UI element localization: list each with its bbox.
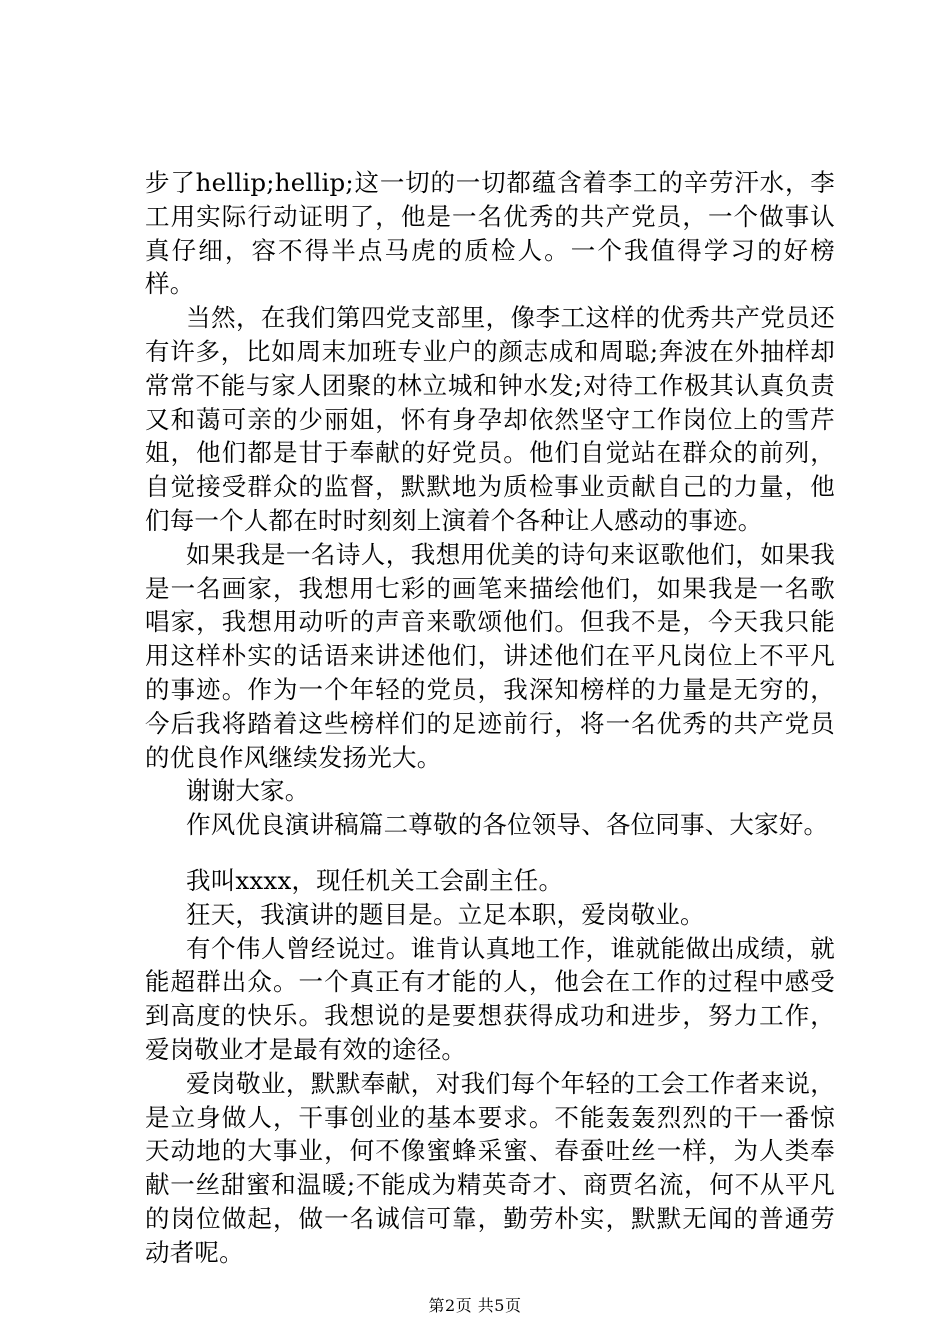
paragraph: 谢谢大家。 <box>186 776 310 806</box>
paragraph: 爱岗敬业，默默奉献，对我们每个年轻的工会工作者来说，是立身做人，干事创业的基本要求。不能轰轰烈烈的干一番惊天动地的大事业，何不像蜜蜂采蜜、春蚕吐丝一样，为人类奉献一丝甜蜜和温暖;不能成为精英奇才、商贾名流，何不从平凡的岗位做起，做一名诚信可靠，勤劳朴实，默默无闻的普通劳动者呢。 <box>145 1068 835 1267</box>
paragraph-gap <box>145 842 835 864</box>
paragraph: 作风优良演讲稿篇二尊敬的各位领导、各位同事、大家好。 <box>186 810 829 840</box>
paragraph: 我叫xxxx，现任机关工会副主任。 <box>186 865 564 895</box>
document-body <box>145 166 835 1270</box>
paragraph: 有个伟人曾经说过。谁肯认真地工作，谁就能做出成绩，就能超群出众。一个真正有才能的人，他会在工作的过程中感受到高度的快乐。我想说的是要想获得成功和进步，努力工作，爱岗敬业才是最有效的途径。 <box>145 933 835 1064</box>
paragraph: 当然，在我们第四党支部里，像李工这样的优秀共产党员还有许多，比如周末加班专业户的颜志成和周聪;奔波在外抽样却常常不能与家人团聚的林立城和钟水发;对待工作极其认真负责又和蔼可亲的少丽姐，怀有身孕却依然坚守工作岗位上的雪芹姐，他们都是甘于奉献的好党员。他们自觉站在群众的前列，自觉接受群众的监督，默默地为质检事业贡献自己的力量，他们每一个人都在时时刻刻上演着个各种让人感动的事迹。 <box>145 303 835 535</box>
paragraph: 如果我是一名诗人，我想用优美的诗句来讴歌他们，如果我是一名画家，我想用七彩的画笔来描绘他们，如果我是一名歌唱家，我想用动听的声音来歌颂他们。但我不是，今天我只能用这样朴实的话语来讲述他们，讲述他们在平凡岗位上不平凡的事迹。作为一个年轻的党员，我深知榜样的力量是无穷的，今后我将踏着这些榜样们的足迹前行，将一名优秀的共产党员的优良作风继续发扬光大。 <box>145 539 835 772</box>
paragraph: 狂天，我演讲的题目是。立足本职，爱岗敬业。 <box>186 899 705 929</box>
page-number-footer: 第2页 共5页 <box>428 1296 522 1315</box>
paragraph: 步了hellip;hellip;这一切的一切都蕴含着李工的辛劳汗水，李工用实际行动证明了，他是一名优秀的共产党员，一个做事认真仔细，容不得半点马虎的质检人。一个我值得学习的好榜样。 <box>145 168 835 299</box>
